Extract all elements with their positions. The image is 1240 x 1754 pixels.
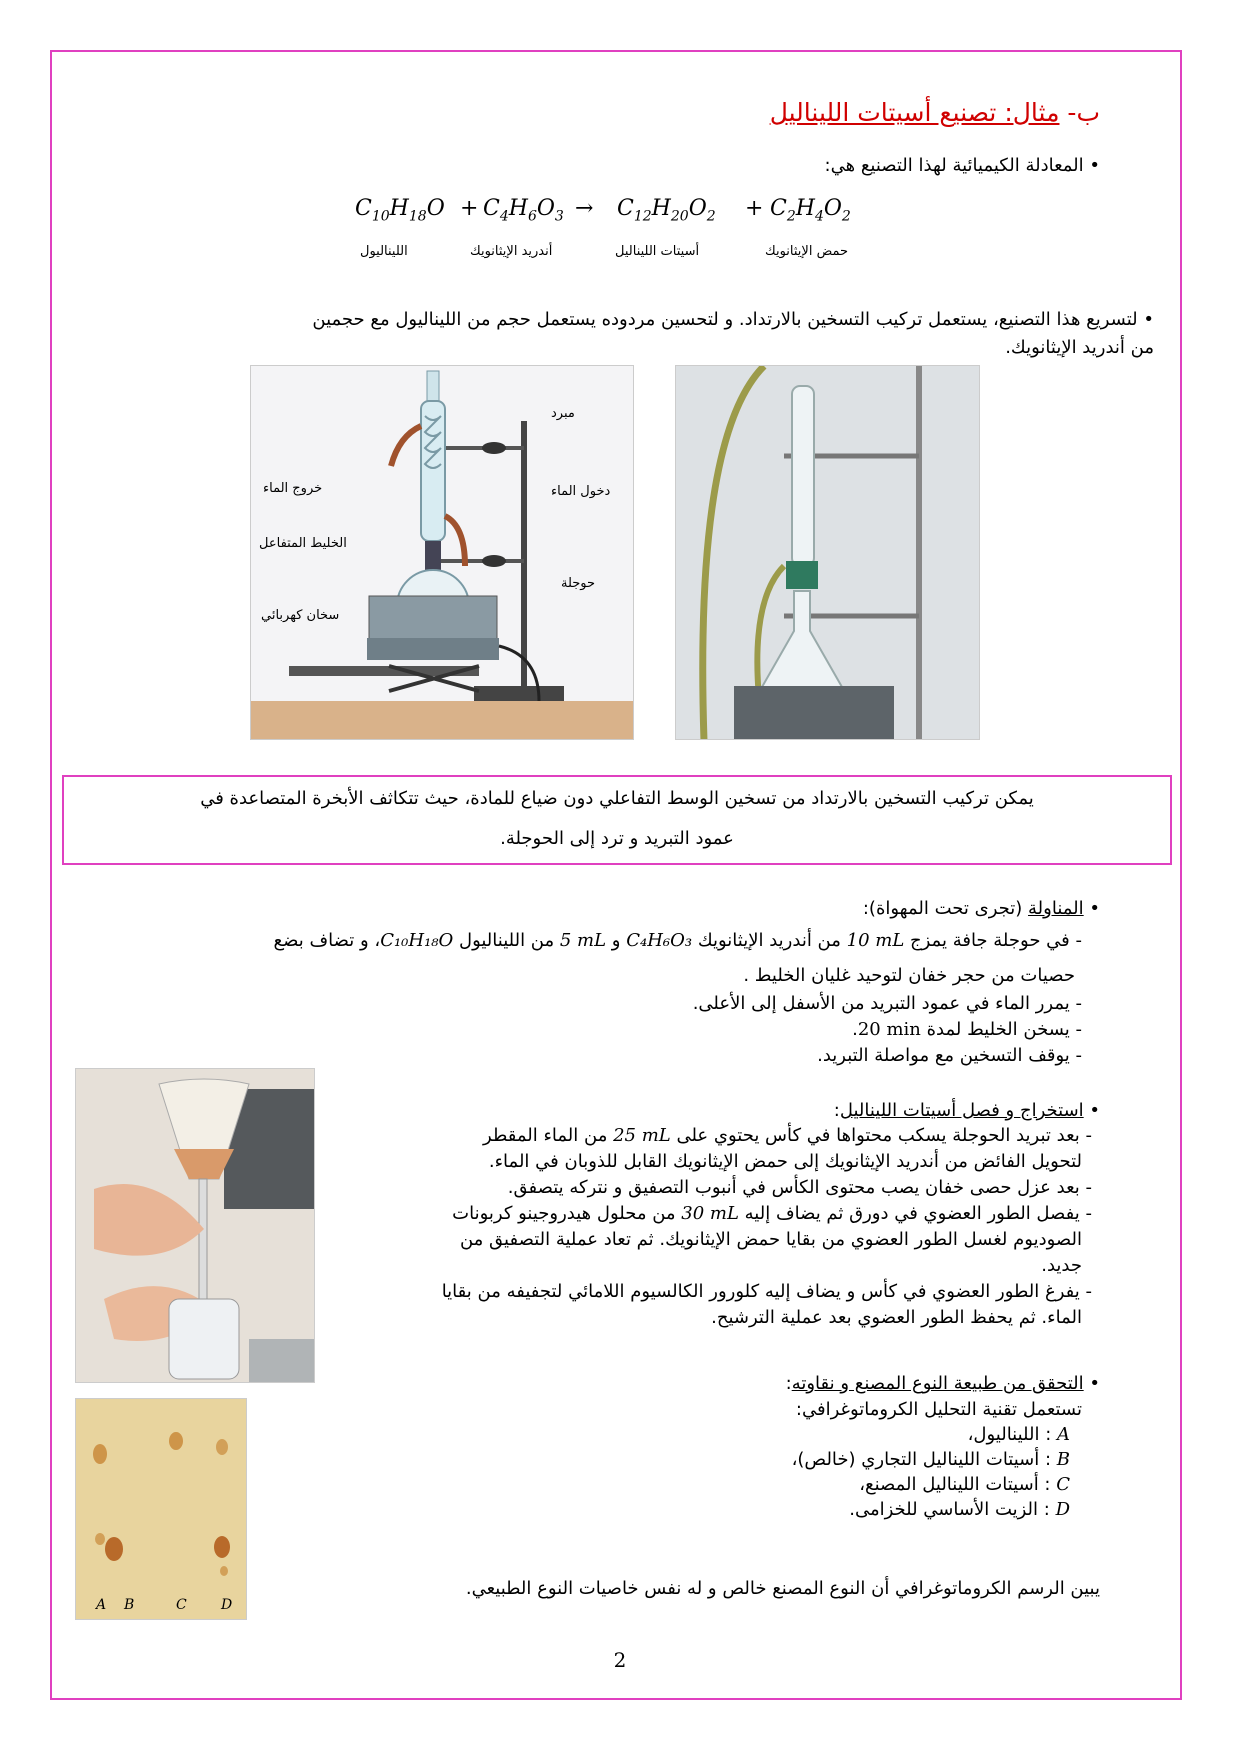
reflux-line-1: • لتسريع هذا التصنيع، يستعمل تركيب التسخين بالارتداد. و لتحسين مردوده يستعمل حجم من الليناليول مع حجمين	[312, 309, 1154, 330]
extraction-l4-b: من محلول هيدروجينو كربونات	[452, 1203, 682, 1224]
item1-part-e: ، و تضاف بضع	[273, 930, 381, 951]
procedure-heading-rest: (تجرى تحت المهواة):	[862, 898, 1029, 919]
item1-part-d: من الليناليول	[453, 930, 560, 951]
linalool-formula: $C_{10}H_{18}O$	[355, 196, 445, 225]
plus-sign: +	[460, 196, 479, 221]
extraction-l1-volume: 25 mL	[613, 1125, 671, 1146]
item-c-text: : أسيتات الليناليل المصنع،	[859, 1474, 1057, 1495]
procedure-item-1-line-2: حصيات من حجر خفان لتوحيد غليان الخليط .	[743, 965, 1075, 986]
clamp-knob-top	[482, 442, 506, 454]
water-in-tube	[445, 516, 465, 566]
spot-c-upper	[169, 1432, 183, 1450]
item1-formula-1: C₄H₆O₃	[626, 930, 693, 951]
separatory-funnel-drawing	[75, 1069, 314, 1383]
chromatography-plate	[75, 1398, 247, 1620]
reflux-paragraph	[74, 306, 1154, 362]
item1-part-c: و	[606, 930, 627, 951]
verification-colon: :	[785, 1373, 792, 1394]
label-condenser: مبرد	[551, 406, 575, 421]
condenser-tip	[427, 371, 439, 401]
extraction-line-1	[483, 1122, 1092, 1150]
label-water-in: دخول الماء	[551, 484, 611, 499]
item-a-key: A	[1057, 1424, 1070, 1445]
spot-d	[214, 1536, 230, 1558]
verification-conclusion: يبين الرسم الكروماتوغرافي أن النوع المصنع خالص و له نفس خاصيات النوع الطبيعي.	[465, 1578, 1100, 1599]
item1-volume-2: 5 mL	[559, 930, 607, 951]
extraction-line-5: الصوديوم لغسل الطور العضوي من بقايا حمض الإيثانويك. ثم تعاد عملية التصفيق من	[459, 1229, 1082, 1250]
extraction-l1-b: من الماء المقطر	[483, 1125, 614, 1146]
reflux-diagram-drawing	[250, 366, 633, 740]
stand-foot	[474, 686, 564, 701]
spot-b	[105, 1537, 123, 1561]
extraction-l1-a: - بعد تبريد الحوجلة يسكب محتواها في كأس يحتوي على	[670, 1125, 1092, 1146]
item3-part-a: - يسخن الخليط لمدة	[920, 1019, 1082, 1040]
extraction-colon: :	[833, 1100, 840, 1121]
label-mixture: الخليط المتفاعل	[259, 536, 347, 551]
reflux-photo-drawing	[675, 366, 979, 740]
water-out-tube	[391, 426, 421, 466]
spot-d-upper	[216, 1439, 228, 1455]
item3-part-b: .	[852, 1019, 858, 1040]
reflux-line-2: من أندريد الإيثانويك.	[1005, 337, 1154, 358]
item-b-text: : أسيتات الليناليل التجاري (خالص)،	[791, 1449, 1057, 1470]
procedure-item-2: - يمرر الماء في عمود التبريد من الأسفل إلى الأعلى.	[692, 993, 1082, 1014]
verification-item-d	[849, 1496, 1070, 1524]
extraction-line-8: الماء. ثم يحفظ الطور العضوي بعد عملية الترشيح.	[711, 1307, 1082, 1328]
anhydride-formula: $C_4H_6O_3$	[483, 196, 564, 225]
title-underlined: مثال: تصنيع أسيتات الليناليل	[769, 98, 1060, 127]
spot-d-lower	[220, 1566, 228, 1576]
section-title	[770, 98, 1100, 127]
spot-a-lower	[95, 1533, 105, 1545]
verification-item-b	[792, 1446, 1070, 1474]
procedure-heading-underlined: المناولة	[1028, 898, 1084, 919]
plate-letter-c: C	[176, 1597, 187, 1613]
condenser-body	[421, 401, 445, 541]
label-heater: سخان كهربائي	[261, 608, 340, 623]
heater-mantle	[369, 596, 497, 641]
plus-sign-2: +	[745, 196, 764, 221]
reaction-arrow: →	[575, 196, 594, 221]
box-line-1: يمكن تركيب التسخين بالارتداد من تسخين الوسط التفاعلي دون ضياع للمادة، حيث تتكاثف الأبخرة المتصاعدة في	[200, 788, 1034, 809]
extraction-heading: • استخراج و فصل أسيتات الليناليل:	[833, 1100, 1100, 1121]
item1-formula-2: C₁₀H₁₈O	[380, 930, 454, 951]
verification-item-a	[968, 1421, 1070, 1449]
item-c-key: C	[1056, 1474, 1070, 1495]
procedure-item-4: - يوقف التسخين مع مواصلة التبريد.	[817, 1045, 1082, 1066]
acid-formula: $C_2H_4O_2$	[770, 196, 851, 225]
reflux-diagram	[250, 365, 634, 740]
item-d-text: : الزيت الأساسي للخزامى.	[849, 1499, 1056, 1520]
extraction-heading-underlined: استخراج و فصل أسيتات الليناليل	[839, 1100, 1084, 1121]
label-linalool: الليناليول	[360, 244, 408, 259]
label-anhydride: أندريد الإيثانويك	[470, 244, 553, 259]
extraction-line-6: جديد.	[1041, 1255, 1082, 1276]
verification-heading-underlined: التحقق من طبيعة النوع المصنع و نقاوته	[791, 1373, 1084, 1394]
item1-part-a: - في حوجلة جافة يمزج	[904, 930, 1082, 951]
extraction-line-2: لتحويل الفائض من أندريد الإيثانويك إلى حمض الإيثانويك القابل للذوبان في الماء.	[488, 1151, 1082, 1172]
procedure-heading: • المناولة (تجرى تحت المهواة):	[862, 898, 1100, 919]
label-acetate: أسيتات الليناليل	[615, 244, 700, 259]
equation-labels	[360, 244, 880, 266]
item-a-text: : الليناليول،	[967, 1424, 1057, 1445]
label-flask: حوجلة	[561, 576, 596, 591]
extraction-line-7: - يفرغ الطور العضوي في كأس و يضاف إليه كلورور الكالسيوم اللامائي لتجفيفه من بقايا	[441, 1281, 1092, 1302]
extraction-l4-volume: 30 mL	[681, 1203, 739, 1224]
reflux-photo	[675, 365, 980, 740]
heater-base	[367, 638, 499, 660]
extraction-line-4	[452, 1200, 1092, 1228]
clamp-knob-bottom	[482, 555, 506, 567]
item-b-key: B	[1056, 1449, 1070, 1470]
separatory-funnel-photo	[75, 1068, 315, 1383]
item1-part-b: من أندريد الإيثانويك	[692, 930, 847, 951]
acetate-formula: $C_{12}H_{20}O_2$	[617, 196, 716, 225]
item1-volume-1: 10 mL	[846, 930, 905, 951]
plate-letter-d: D	[221, 1597, 233, 1613]
item-d-key: D	[1055, 1499, 1070, 1520]
label-water-out: خروج الماء	[263, 481, 323, 496]
plate-letter-b: B	[124, 1597, 135, 1613]
reflux-note-box	[62, 775, 1172, 865]
spot-a-upper	[93, 1444, 107, 1464]
bench-surface	[250, 701, 633, 740]
verification-heading: • التحقق من طبيعة النوع المصنع و نقاوته:	[785, 1373, 1100, 1394]
chromatography-drawing	[75, 1399, 246, 1620]
equation-intro: • المعادلة الكيميائية لهذا التصنيع هي:	[824, 155, 1100, 176]
verification-item-c	[859, 1471, 1070, 1499]
box-line-2: عمود التبريد و ترد إلى الحوجلة.	[500, 828, 734, 849]
extraction-l4-a: - يفصل الطور العضوي في دورق ثم يضاف إليه	[738, 1203, 1092, 1224]
label-acid: حمض الإيثانويك	[765, 244, 849, 259]
procedure-item-1	[274, 927, 1082, 955]
verification-intro: تستعمل تقنية التحليل الكروماتوغرافي:	[795, 1399, 1082, 1420]
extraction-line-3: - بعد عزل حصى خفان يصب محتوى الكأس في أنبوب التصفيق و نتركه يتصفق.	[507, 1177, 1092, 1198]
procedure-item-3	[852, 1016, 1082, 1044]
page-number: 2	[613, 1648, 627, 1672]
plate-letter-a: A	[96, 1597, 107, 1613]
item3-duration: 20 min	[857, 1019, 921, 1040]
title-prefix: ب-	[1059, 98, 1100, 127]
